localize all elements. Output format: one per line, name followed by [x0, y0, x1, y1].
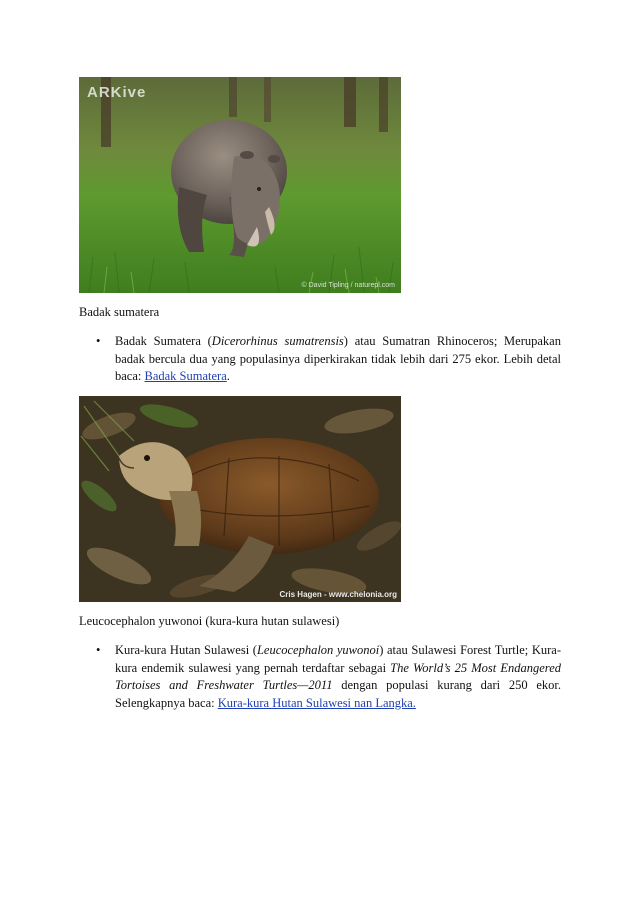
rhino-photo-credit: © David Tipling / naturepl.com: [301, 282, 395, 289]
item-text: ) atau Sumatran Rhinoceros; Merupakan badak bercula dua yang populasinya diperkirakan tidak lebih dari 275 ekor. Lebih detal baca:: [115, 334, 561, 383]
list-item: [79, 642, 561, 712]
item-text: Kura-kura Hutan Sulawesi (: [115, 643, 257, 657]
rhino-illustration: [79, 77, 401, 293]
scientific-name: Leucocephalon yuwonoi: [256, 643, 380, 657]
report-title: The World’s 25 Most Endangered Tortoises and Freshwater Turtles—2011: [115, 660, 561, 692]
turtle-photo-credit: Cris Hagen - www.chelonia.org: [279, 590, 397, 599]
badak-sumatera-link[interactable]: Badak Sumatera: [144, 369, 227, 383]
item-text: dengan populasi kurang dari 250 ekor. Selengkapnya baca:: [115, 678, 561, 710]
item-text: ) atau Sulawesi Forest Turtle; Kura-kura endemik sulawesi yang pernah terdaftar sebagai: [115, 643, 561, 675]
scientific-name: Dicerorhinus sumatrensis: [211, 334, 344, 348]
item-text: .: [226, 369, 230, 383]
kura-kura-hutan-sulawesi-link[interactable]: Kura-kura Hutan Sulawesi nan Langka.: [217, 695, 416, 710]
turtle-caption: Leucocephalon yuwonoi (kura-kura hutan sulawesi): [79, 614, 340, 628]
rhino-bullet-list: [79, 333, 561, 386]
item-text: Badak Sumatera (: [115, 334, 212, 348]
rhino-photo: [79, 77, 401, 293]
turtle-photo: [79, 396, 401, 602]
arkive-watermark: ARKive: [87, 84, 147, 101]
bullet-icon: •: [96, 643, 101, 657]
turtle-bullet-list: [79, 642, 561, 712]
rhino-caption: Badak sumatera: [79, 305, 160, 319]
list-item: [79, 333, 561, 386]
turtle-illustration: [79, 396, 401, 602]
bullet-icon: •: [96, 334, 101, 348]
